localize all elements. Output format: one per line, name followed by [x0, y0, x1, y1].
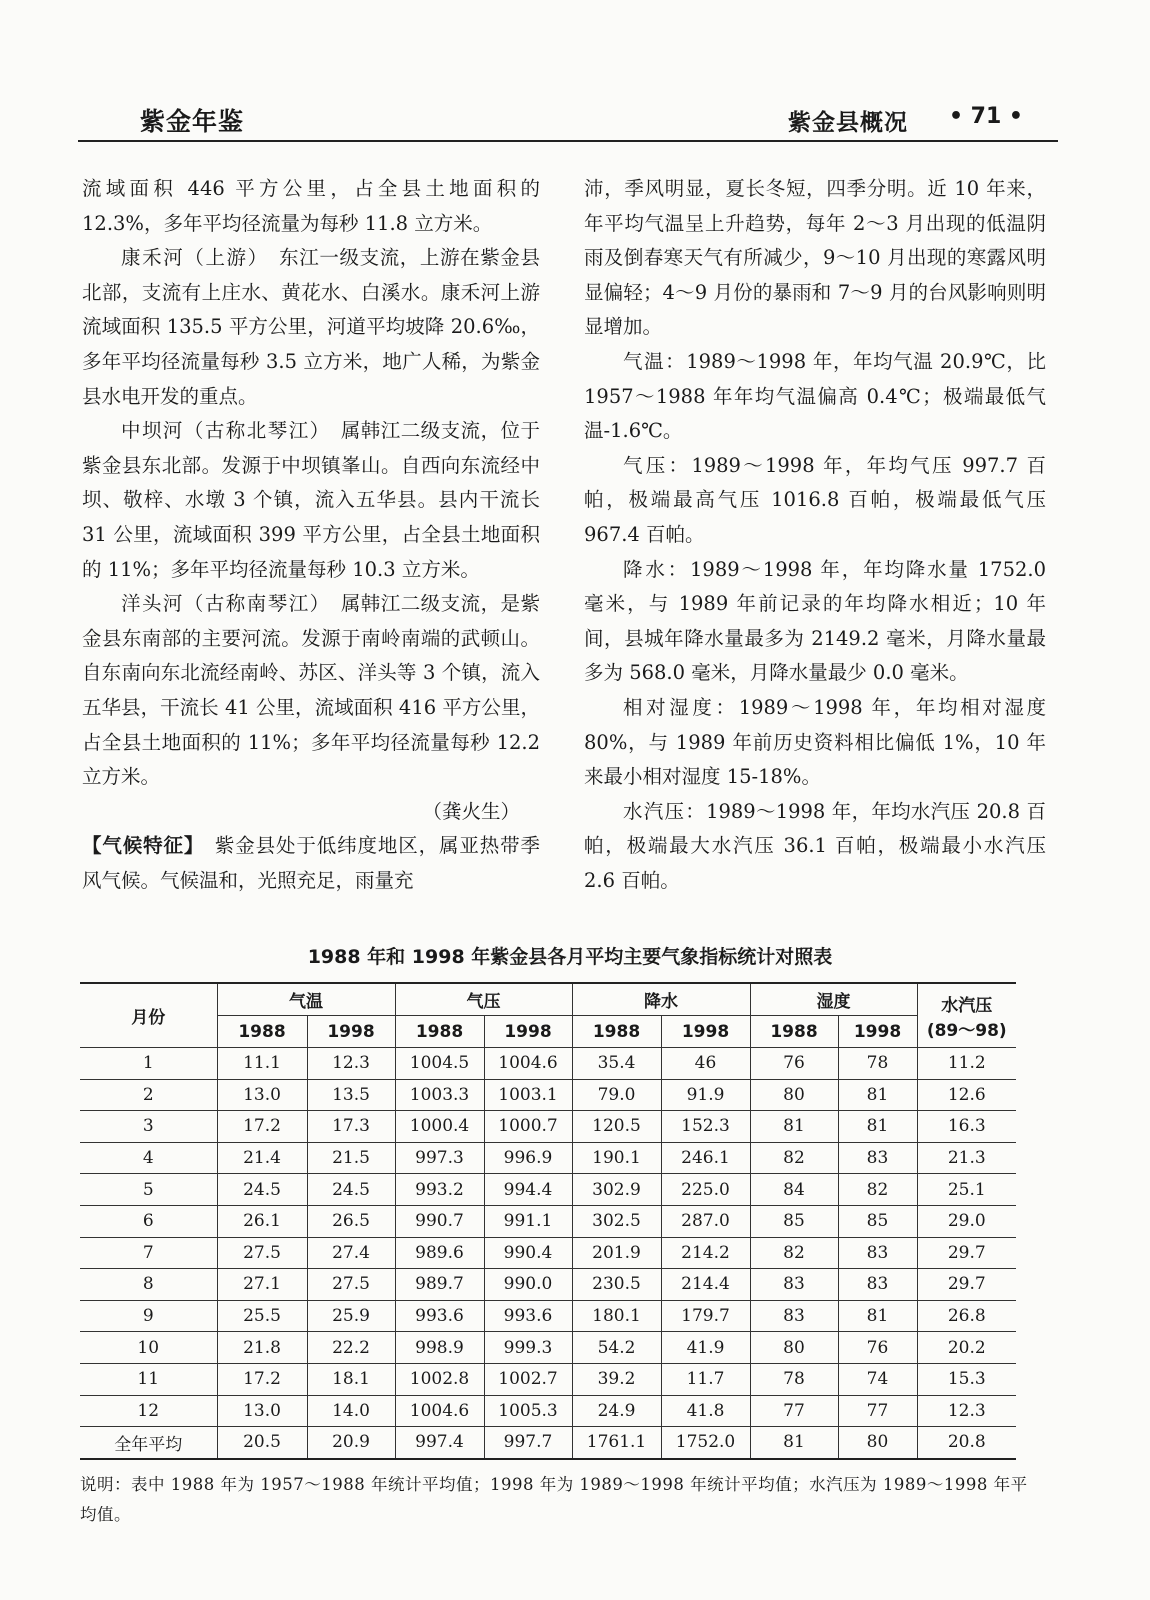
table-cell: 990.0: [484, 1269, 572, 1301]
table-cell: 994.4: [484, 1174, 572, 1206]
table-cell: 12: [80, 1395, 217, 1427]
table-cell: 1002.8: [395, 1363, 484, 1395]
table-cell: 214.2: [661, 1237, 750, 1269]
table-cell: 152.3: [661, 1111, 750, 1143]
table-cell: 18.1: [307, 1363, 395, 1395]
left-column: [82, 172, 540, 898]
table-cell: 1002.7: [484, 1363, 572, 1395]
table-cell: 77: [750, 1395, 838, 1427]
vapor-pressure-header: [917, 983, 1016, 1048]
table-cell: 83: [838, 1237, 917, 1269]
temperature-header: 气温: [217, 983, 395, 1016]
year-header: 1998: [484, 1016, 572, 1048]
table-title: 1988 年和 1998 年紫金县各月平均主要气象指标统计对照表: [307, 946, 833, 968]
table-cell: 1000.7: [484, 1111, 572, 1143]
table-cell: 12.3: [307, 1048, 395, 1080]
table-cell: 11.2: [917, 1048, 1016, 1080]
month-header: 月份: [80, 983, 217, 1048]
table-row: [80, 1142, 1016, 1174]
table-cell: 76: [750, 1048, 838, 1080]
table-cell: 12.3: [917, 1395, 1016, 1427]
table-cell: 17.3: [307, 1111, 395, 1143]
table-cell: 10: [80, 1332, 217, 1364]
table-cell: 997.3: [395, 1142, 484, 1174]
table-cell: 85: [750, 1205, 838, 1237]
table-row: [80, 1395, 1016, 1427]
paragraph: [82, 829, 540, 898]
table-cell: 999.3: [484, 1332, 572, 1364]
table-cell: 989.6: [395, 1237, 484, 1269]
table-cell: 80: [838, 1427, 917, 1459]
table-cell: 35.4: [572, 1048, 661, 1080]
table-cell: 26.8: [917, 1300, 1016, 1332]
table-cell: 1000.4: [395, 1111, 484, 1143]
table-cell: 29.7: [917, 1237, 1016, 1269]
table-cell: 180.1: [572, 1300, 661, 1332]
paragraph: [584, 345, 1046, 449]
table-cell: 80: [750, 1079, 838, 1111]
table-cell: 54.2: [572, 1332, 661, 1364]
table-cell: 120.5: [572, 1111, 661, 1143]
year-header: 1988: [572, 1016, 661, 1048]
weather-table: [80, 982, 1016, 1460]
table-cell: 20.9: [307, 1427, 395, 1459]
paragraph: 沛，季风明显，夏长冬短，四季分明。近 10 年来，年平均气温呈上升趋势，每年 2～3 月出现的低温阴雨及倒春寒天气有所减少，9～10 月出现的寒露风明显偏轻；4～9 月份的暴雨和 7～9 月的台风影响则明显增加。: [584, 177, 1046, 339]
item-label: 相对湿度：: [623, 695, 739, 719]
table-cell: 214.4: [661, 1269, 750, 1301]
table-cell: 76: [838, 1332, 917, 1364]
table-cell: 16.3: [917, 1111, 1016, 1143]
table-cell: 1003.3: [395, 1079, 484, 1111]
table-cell: 41.8: [661, 1395, 750, 1427]
paragraph-body: 1989～1998 年，年均气温 20.9℃，比 1957～1988 年年均气温偏高 0.4℃；极端最低气温-1.6℃。: [584, 349, 1046, 443]
table-cell: 997.7: [484, 1427, 572, 1459]
table-cell: 14.0: [307, 1395, 395, 1427]
item-label: 气温：: [623, 349, 687, 373]
precipitation-header: 降水: [572, 983, 750, 1016]
table-cell: 82: [750, 1142, 838, 1174]
table-cell: 20.5: [217, 1427, 307, 1459]
table-cell: 83: [750, 1269, 838, 1301]
table-cell: 81: [838, 1079, 917, 1111]
paragraph: 流域面积 446 平方公里，占全县土地面积的 12.3%，多年平均径流量为每秒 11.8 立方米。: [82, 177, 540, 235]
table-cell: 11.7: [661, 1363, 750, 1395]
table-cell: 22.2: [307, 1332, 395, 1364]
table-cell: 1761.1: [572, 1427, 661, 1459]
right-column: [584, 172, 1046, 898]
table-cell: 26.5: [307, 1205, 395, 1237]
table-cell: 20.8: [917, 1427, 1016, 1459]
table-cell: 1004.6: [484, 1048, 572, 1080]
table-cell: 80: [750, 1332, 838, 1364]
table-cell: 20.2: [917, 1332, 1016, 1364]
table-cell: 82: [750, 1237, 838, 1269]
section-title: 紫金县概况: [788, 110, 908, 136]
table-cell: 225.0: [661, 1174, 750, 1206]
table-cell: 78: [750, 1363, 838, 1395]
paragraph-body: 属韩江二级支流，是紫金县东南部的主要河流。发源于南岭南端的武顿山。自东南向东北流经南岭、苏区、洋头等 3 个镇，流入五华县，干流长 41 公里，流域面积 416 平方公里，占全县土地面积的 11%；多年平均径流量每秒 12.2 立方米。: [82, 592, 540, 789]
table-cell: 998.9: [395, 1332, 484, 1364]
paragraph: [584, 795, 1046, 899]
paragraph: [82, 587, 540, 795]
table-cell: 13.0: [217, 1079, 307, 1111]
table-body: [80, 1048, 1016, 1459]
table-cell: 81: [838, 1111, 917, 1143]
table-cell: 25.5: [217, 1300, 307, 1332]
paragraph: [584, 691, 1046, 795]
table-cell: 13.5: [307, 1079, 395, 1111]
table-cell: 1752.0: [661, 1427, 750, 1459]
table-row: [80, 1332, 1016, 1364]
page-header: [78, 98, 1058, 144]
table-cell: 990.7: [395, 1205, 484, 1237]
vapor-header-line1: 水汽压: [941, 995, 993, 1016]
year-header: 1988: [750, 1016, 838, 1048]
river-name: 中坝河（古称北琴江）: [121, 419, 321, 443]
table-cell: 27.5: [307, 1269, 395, 1301]
table-cell: 78: [838, 1048, 917, 1080]
table-cell: 82: [838, 1174, 917, 1206]
paragraph-body: 东江一级支流，上游在紫金县北部，支流有上庄水、黄花水、白溪水。康禾河上游流域面积 135.5 平方公里，河道平均坡降 20.6‰，多年平均径流量每秒 3.5 立方米，地广人稀，为紫金县水电开发的重点。: [82, 246, 540, 408]
table-row: [80, 1048, 1016, 1080]
table-cell: 190.1: [572, 1142, 661, 1174]
river-name: 洋头河（古称南琴江）: [121, 592, 321, 616]
paragraph-body: 1989～1998 年，年均水汽压 20.8 百帕，极端最大水汽压 36.1 百帕，极端最小水汽压 2.6 百帕。: [584, 799, 1046, 892]
table-cell: 25.9: [307, 1300, 395, 1332]
table-cell: 83: [838, 1269, 917, 1301]
year-header: 1998: [661, 1016, 750, 1048]
table-cell: 4: [80, 1142, 217, 1174]
table-cell: 246.1: [661, 1142, 750, 1174]
table-cell: 989.7: [395, 1269, 484, 1301]
section-heading: 【气候特征】: [82, 834, 195, 858]
table-cell: 11.1: [217, 1048, 307, 1080]
vapor-header-line2: (89～98): [926, 1020, 1007, 1041]
table-cell: 991.1: [484, 1205, 572, 1237]
table-cell: 21.8: [217, 1332, 307, 1364]
table-cell: 24.9: [572, 1395, 661, 1427]
table-row: [80, 1300, 1016, 1332]
paragraph-body: 1989～1998 年，年均相对湿度 80%，与 1989 年前历史资料相比偏低 1%，10 年来最小相对湿度 15-18%。: [584, 695, 1046, 789]
year-header: 1988: [217, 1016, 307, 1048]
year-header: 1998: [307, 1016, 395, 1048]
table-cell: 12.6: [917, 1079, 1016, 1111]
item-label: 气压：: [623, 453, 692, 477]
table-cell: 79.0: [572, 1079, 661, 1111]
table-row: [80, 1269, 1016, 1301]
table-cell: 230.5: [572, 1269, 661, 1301]
table-cell: 26.1: [217, 1205, 307, 1237]
year-header: 1998: [838, 1016, 917, 1048]
table-cell: 83: [838, 1142, 917, 1174]
paragraph: [584, 449, 1046, 553]
table-cell: 13.0: [217, 1395, 307, 1427]
table-cell: 993.2: [395, 1174, 484, 1206]
table-note: 说明：表中 1988 年为 1957～1988 年统计平均值；1998 年为 1989～1998 年统计平均值；水汽压为 1989～1998 年平均值。: [80, 1475, 1028, 1524]
table-cell: 81: [838, 1300, 917, 1332]
table-cell: 24.5: [307, 1174, 395, 1206]
table-cell: 84: [750, 1174, 838, 1206]
table-cell: 29.0: [917, 1205, 1016, 1237]
table-cell: 25.1: [917, 1174, 1016, 1206]
table-cell: 83: [750, 1300, 838, 1332]
table-row: [80, 1079, 1016, 1111]
table-row: [80, 1363, 1016, 1395]
table-cell: 2: [80, 1079, 217, 1111]
table-cell: 81: [750, 1111, 838, 1143]
table-cell: 201.9: [572, 1237, 661, 1269]
table-cell: 11: [80, 1363, 217, 1395]
table-cell: 15.3: [917, 1363, 1016, 1395]
table-cell: 1004.5: [395, 1048, 484, 1080]
table-cell: 27.1: [217, 1269, 307, 1301]
table-cell: 7: [80, 1237, 217, 1269]
paragraph: [82, 414, 540, 587]
table-cell: 41.9: [661, 1332, 750, 1364]
table-cell: 77: [838, 1395, 917, 1427]
table-cell: 287.0: [661, 1205, 750, 1237]
table-cell: 179.7: [661, 1300, 750, 1332]
paragraph-body: 属韩江二级支流，位于紫金县东北部。发源于中坝镇峯山。自西向东流经中坝、敬梓、水墩 3 个镇，流入五华县。县内干流长 31 公里，流域面积 399 平方公里，占全县土地面积的 11%；多年平均径流量每秒 10.3 立方米。: [82, 419, 540, 581]
table-cell: 17.2: [217, 1111, 307, 1143]
table-cell: 21.5: [307, 1142, 395, 1174]
table-cell: 1: [80, 1048, 217, 1080]
table-cell: 74: [838, 1363, 917, 1395]
table-cell: 21.4: [217, 1142, 307, 1174]
item-label: 水汽压：: [623, 799, 707, 823]
paragraph-body: 1989～1998 年，年均降水量 1752.0 毫米，与 1989 年前记录的年均降水相近；10 年间，县城年降水量最多为 2149.2 毫米，月降水量最多为 568.0 毫米，月降水量最少 0.0 毫米。: [584, 557, 1046, 685]
table-cell: 1003.1: [484, 1079, 572, 1111]
table-cell: 27.5: [217, 1237, 307, 1269]
table-row: [80, 1237, 1016, 1269]
table-cell: 29.7: [917, 1269, 1016, 1301]
humidity-header: 湿度: [750, 983, 917, 1016]
table-cell: 1004.6: [395, 1395, 484, 1427]
table-cell: 91.9: [661, 1079, 750, 1111]
table-cell: 85: [838, 1205, 917, 1237]
year-header: 1988: [395, 1016, 484, 1048]
author: （龚火生）: [422, 799, 520, 823]
table-cell: 997.4: [395, 1427, 484, 1459]
pressure-header: 气压: [395, 983, 572, 1016]
book-title: 紫金年鉴: [140, 107, 245, 136]
table-cell: 24.5: [217, 1174, 307, 1206]
table-cell: 993.6: [395, 1300, 484, 1332]
paragraph-body: 紫金县处于低纬度地区，属亚热带季风气候。气候温和，光照充足，雨量充: [82, 834, 540, 892]
header-rule: [78, 140, 1058, 142]
table-cell: 17.2: [217, 1363, 307, 1395]
river-name: 康禾河（上游）: [121, 246, 260, 270]
table-cell: 3: [80, 1111, 217, 1143]
table-cell: 46: [661, 1048, 750, 1080]
paragraph-body: 1989～1998 年，年均气压 997.7 百帕，极端最高气压 1016.8 百帕，极端最低气压 967.4 百帕。: [584, 453, 1046, 546]
paragraph: [584, 553, 1046, 691]
table-cell: 993.6: [484, 1300, 572, 1332]
table-row: [80, 1174, 1016, 1206]
table-row: [80, 1427, 1016, 1459]
table-cell: 全年平均: [80, 1427, 217, 1459]
table-row: [80, 1111, 1016, 1143]
table-cell: 1005.3: [484, 1395, 572, 1427]
page-number: • 71 •: [948, 104, 1023, 129]
table-cell: 39.2: [572, 1363, 661, 1395]
table-row: [80, 1205, 1016, 1237]
table-cell: 27.4: [307, 1237, 395, 1269]
table-cell: 990.4: [484, 1237, 572, 1269]
table-cell: 5: [80, 1174, 217, 1206]
item-label: 降水：: [623, 557, 690, 581]
paragraph: [82, 241, 540, 414]
table-cell: 8: [80, 1269, 217, 1301]
table-cell: 21.3: [917, 1142, 1016, 1174]
table-cell: 9: [80, 1300, 217, 1332]
table-cell: 996.9: [484, 1142, 572, 1174]
table-cell: 81: [750, 1427, 838, 1459]
table-cell: 6: [80, 1205, 217, 1237]
table-cell: 302.9: [572, 1174, 661, 1206]
table-cell: 302.5: [572, 1205, 661, 1237]
